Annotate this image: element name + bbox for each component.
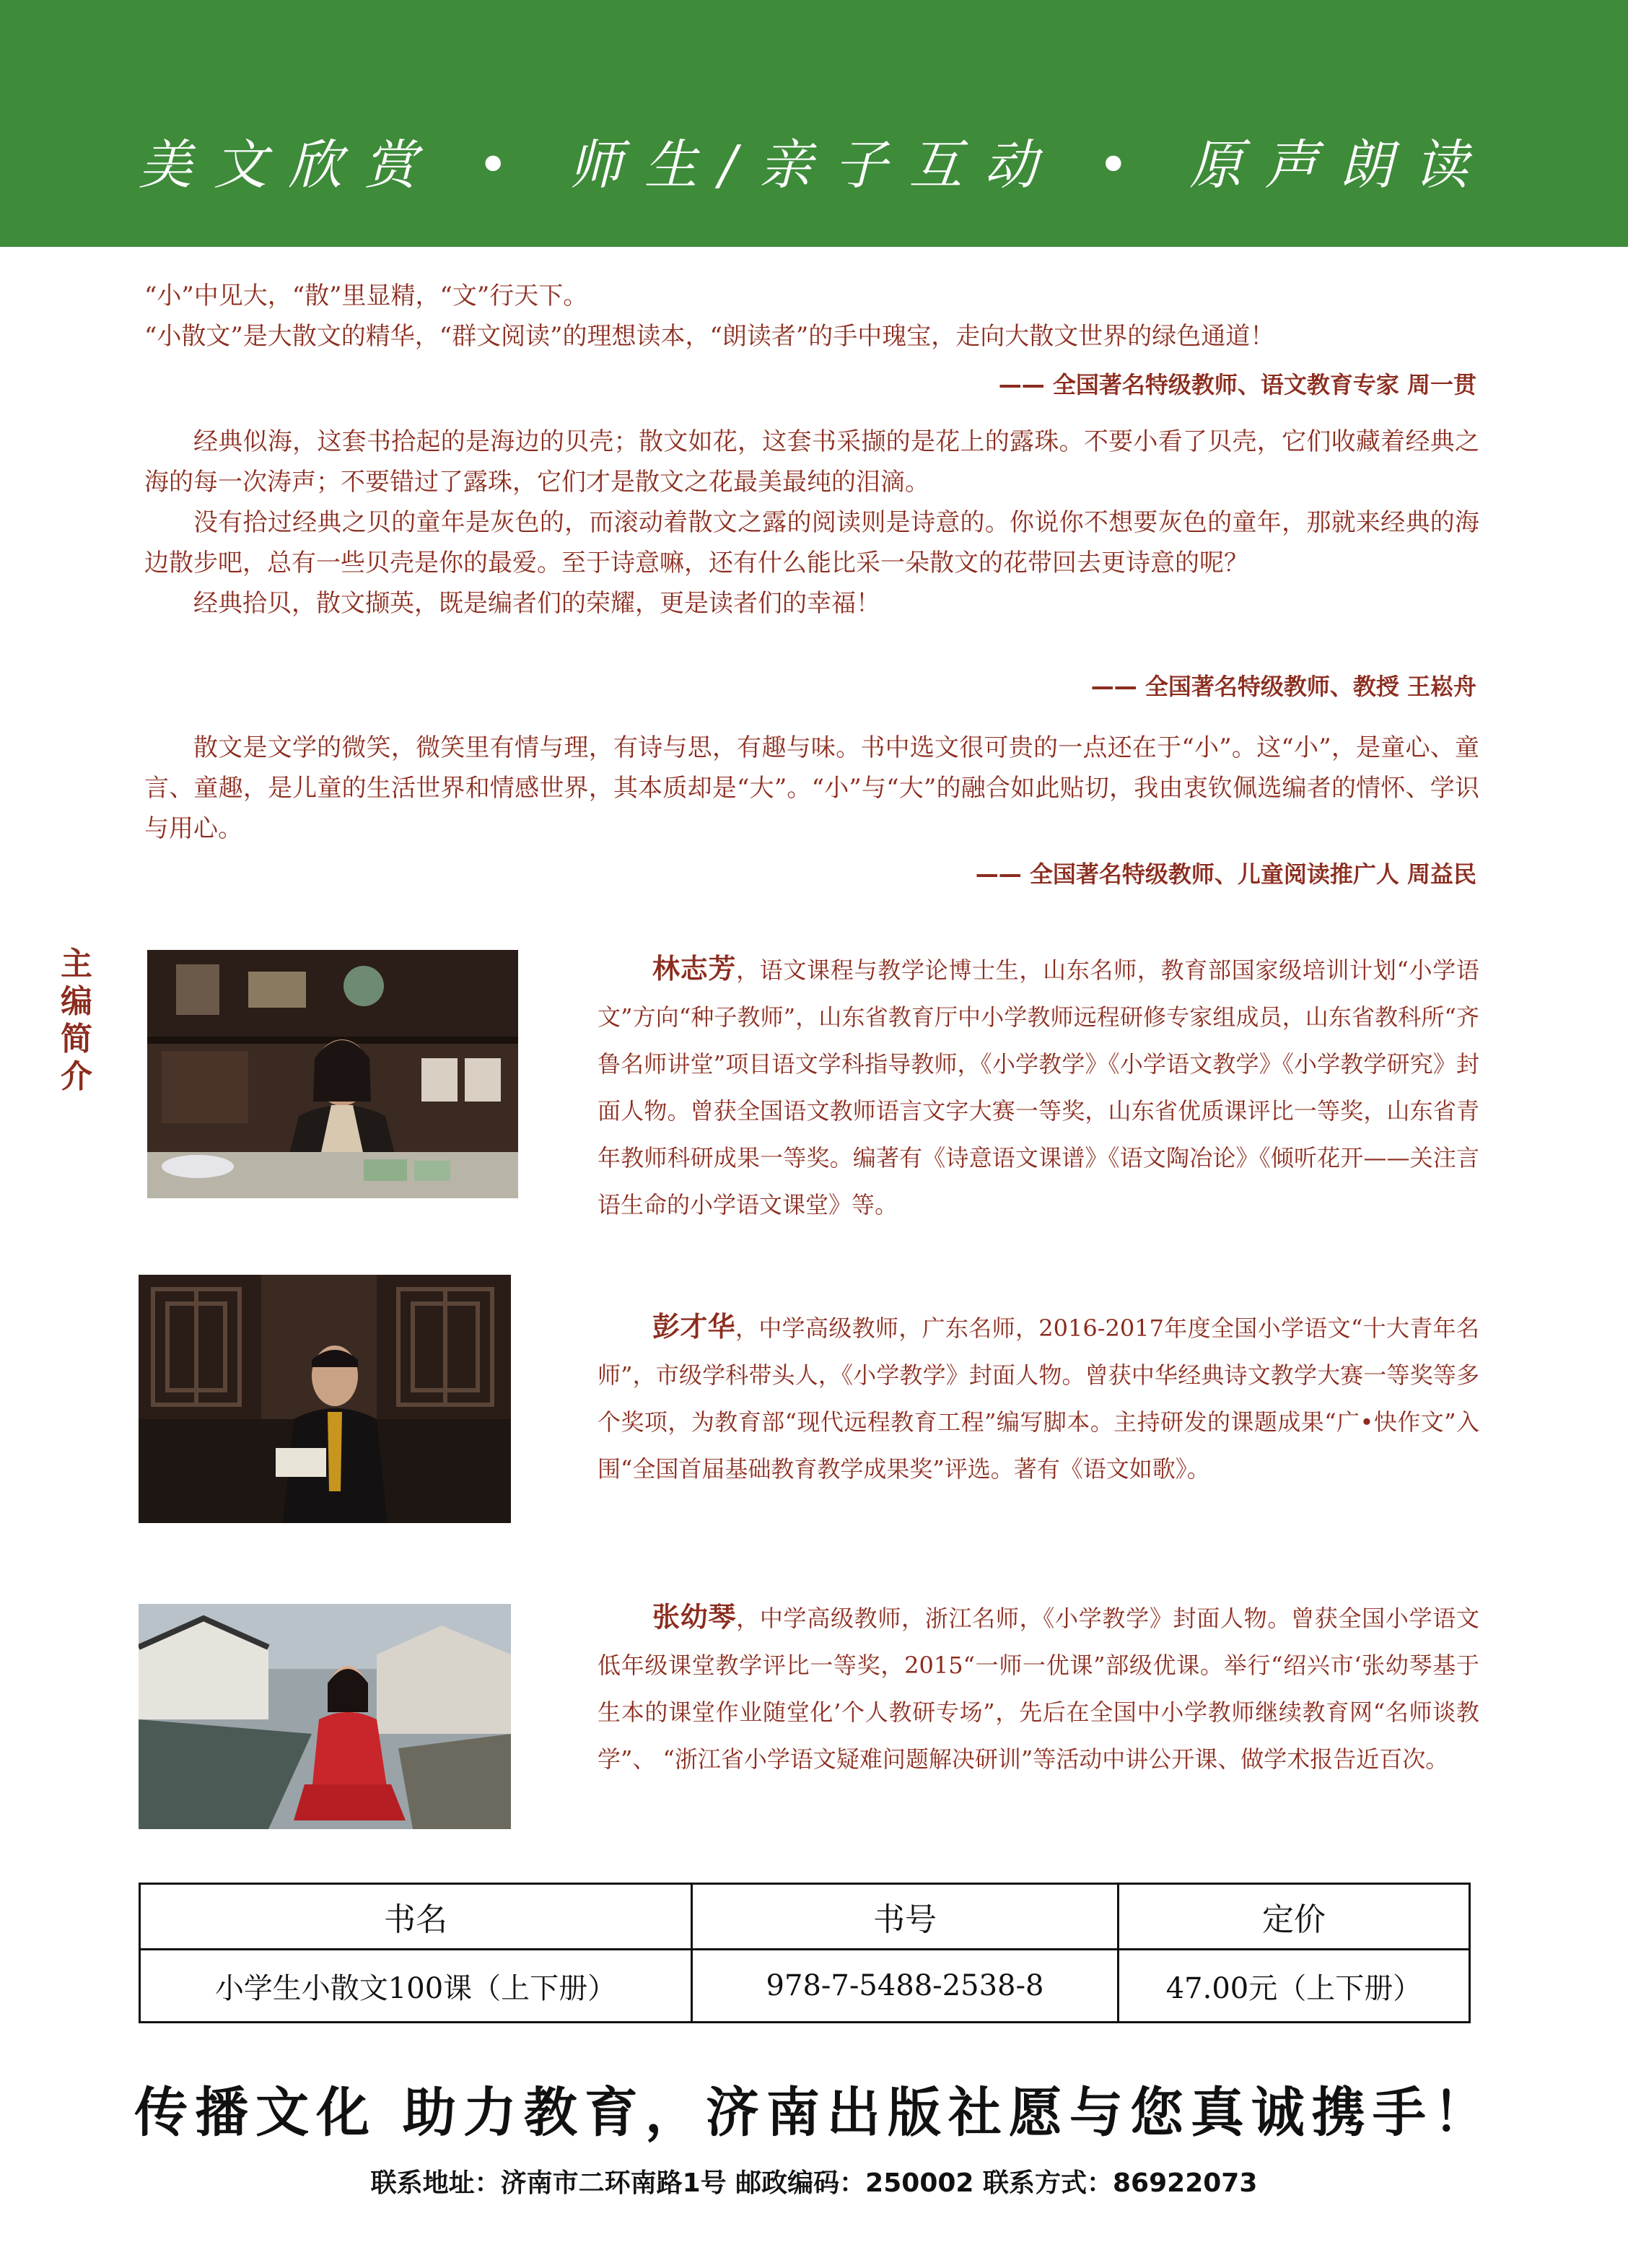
header-banner — [0, 0, 1628, 247]
quote-wang-songzhou — [144, 422, 1479, 624]
editor-bio-peng-caihua — [598, 1304, 1479, 1493]
cell-book-title: 小学生小散文100课（上下册） — [140, 1950, 692, 2023]
quote-zhou-yimin — [144, 728, 1479, 849]
quote-paragraph: 没有拾过经典之贝的童年是灰色的，而滚动着散文之露的阅读则是诗意的。你说你不想要灰色的童年，那就来经典的海边散步吧，总有一些贝壳是你的最爱。至于诗意嘛，还有什么能比采一朵散文的花带回去更诗意的呢？ — [144, 508, 1479, 577]
header-price: 定价 — [1119, 1884, 1470, 1950]
editor-description: ，中学高级教师，浙江名师，《小学教学》封面人物。曾获全国小学语文低年级课堂教学评比一等奖，2015“一师一优课”部级优课。举行“绍兴市‘张幼琴基于生本的课堂作业随堂化’个人教研专场”，先后在全国中小学教师继续教育网“名师谈教学”、 “浙江省小学语文疑难问题解决研训”等活动中讲公开课、做学术报告近百次。 — [598, 1605, 1479, 1773]
editor-name: 林志芳 — [652, 953, 737, 985]
slogan: 传播文化 助力教育，济南出版社愿与您真诚携手！ — [134, 2082, 1494, 2144]
editor-description: ，语文课程与教学论博士生，山东名师，教育部国家级培训计划“小学语文”方向“种子教师”，山东省教育厅中小学教师远程研修专家组成员，山东省教科所“齐鲁名师讲堂”项目语文学科指导教师，《小学教学》《小学语文教学》《小学教学研究》封面人物。曾获全国语文教师语言文字大赛一等奖，山东省优质课评比一等奖，山东省青年教师科研成果一等奖。编著有《诗意语文课谱》《语文陶冶论》《倾听花开——关注言语生命的小学语文课堂》等。 — [598, 956, 1479, 1218]
cell-isbn: 978-7-5488-2538-8 — [692, 1950, 1119, 2023]
quote-paragraph: 经典似海，这套书拾起的是海边的贝壳；散文如花，这套书采撷的是花上的露珠。不要小看了贝壳，它们收藏着经典之海的每一次涛声；不要错过了露珠，它们才是散文之花最美最纯的泪滴。 — [144, 427, 1479, 497]
table-header-row — [140, 1884, 1470, 1950]
quote-paragraph: 散文是文学的微笑，微笑里有情与理，有诗与思，有趣与味。书中选文很可贵的一点还在于“小”。这“小”，是童心、童言、童趣，是儿童的生活世界和情感世界，其本质却是“大”。“小”与“大”的融合如此贴切，我由衷钦佩选编者的情怀、学识与用心。 — [144, 733, 1479, 843]
attribution-wang-songzhou: —— 全国著名特级教师、教授 王崧舟 — [1090, 673, 1476, 700]
label-char: 介 — [61, 1058, 92, 1095]
header-book-title: 书名 — [140, 1884, 692, 1950]
editor-name: 张幼琴 — [652, 1601, 737, 1633]
editor-photo-lin-zhifang — [147, 950, 518, 1198]
cell-price: 47.00元（上下册） — [1119, 1950, 1470, 2023]
quote-zhou-yiguan — [144, 276, 1479, 357]
editor-name: 彭才华 — [652, 1311, 735, 1343]
label-char: 主 — [61, 946, 92, 982]
label-char: 编 — [61, 983, 92, 1020]
quote-line: “小”中见大，“散”里显精，“文”行天下。 — [144, 282, 588, 310]
editor-description: ，中学高级教师，广东名师，2016-2017年度全国小学语文“十大青年名师”，市级学科带头人，《小学教学》封面人物。曾获中华经典诗文教学大赛一等奖等多个奖项，为教育部“现代远程教育工程”编写脚本。主持研发的课题成果“广•快作文”入围“全国首届基础教育教学成果奖”评选。著有《语文如歌》。 — [598, 1314, 1479, 1483]
attribution-zhou-yimin: —— 全国著名特级教师、儿童阅读推广人 周益民 — [975, 860, 1476, 888]
editor-photo-zhang-youqin — [139, 1604, 511, 1829]
table-row — [140, 1950, 1470, 2023]
header-isbn: 书号 — [692, 1884, 1119, 1950]
quote-paragraph: 经典拾贝，散文撷英，既是编者们的荣耀，更是读者们的幸福！ — [193, 589, 880, 618]
attribution-zhou-yiguan: —— 全国著名特级教师、语文教育专家 周一贯 — [998, 371, 1476, 398]
editor-bio-lin-zhifang — [598, 946, 1479, 1229]
editor-bio-zhang-youqin — [598, 1594, 1479, 1783]
header-title: 美文欣赏 • 师生/亲子互动 • 原声朗读 — [138, 134, 1490, 196]
editors-section-label — [61, 946, 97, 1096]
quote-line: “小散文”是大散文的精华，“群文阅读”的理想读本，“朗读者”的手中瑰宝，走向大散文世界的绿色通道！ — [144, 322, 1275, 351]
editor-photo-peng-caihua — [139, 1275, 511, 1523]
label-char: 简 — [61, 1021, 92, 1057]
book-info-table — [139, 1883, 1471, 2023]
contact-info: 联系地址：济南市二环南路1号 邮政编码：250002 联系方式：86922073 — [370, 2168, 1258, 2198]
